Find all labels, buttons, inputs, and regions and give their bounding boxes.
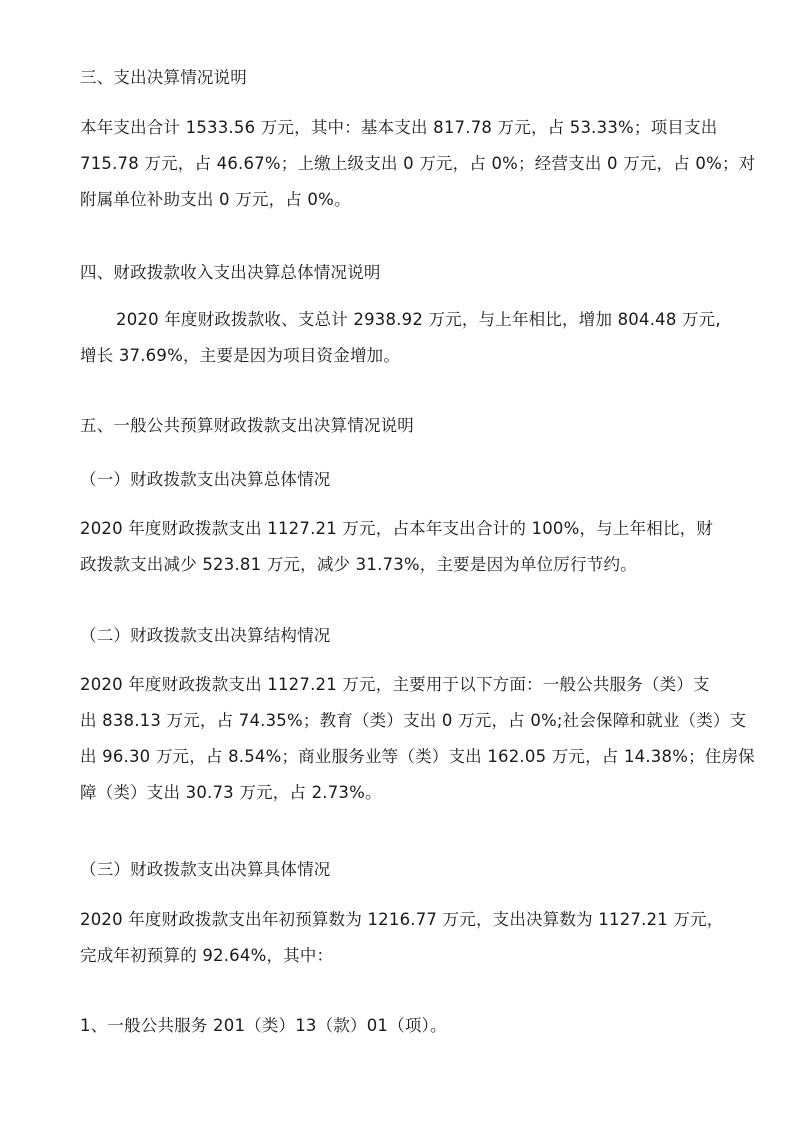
paragraph-line: 障（类）支出 30.73 万元，占 2.73%。 <box>80 783 382 802</box>
section-5-2-body <box>80 667 755 811</box>
paragraph-line: 2020 年度财政拨款收、支总计 2938.92 万元，与上年相比，增加 804.48 万元, <box>116 310 721 329</box>
list-item-1: 1、一般公共服务 201（类）13（款）01（项）。 <box>80 1016 447 1035</box>
section-4-body <box>80 302 740 374</box>
section-5-2-heading: （二）财政拨款支出决算结构情况 <box>80 626 331 645</box>
section-5-1-heading: （一）财政拨款支出决算总体情况 <box>80 470 331 489</box>
section-5-1-body <box>80 511 740 583</box>
paragraph-line: 附属单位补助支出 0 万元，占 0%。 <box>80 190 351 209</box>
paragraph-line: 2020 年度财政拨款支出 1127.21 万元，占本年支出合计的 100%，与上年相比，财 <box>80 519 714 538</box>
section-3-heading: 三、支出决算情况说明 <box>80 68 247 87</box>
paragraph-line: 2020 年度财政拨款支出年初预算数为 1216.77 万元，支出决算数为 1127.21 万元， <box>80 910 724 929</box>
paragraph-line: 政拨款支出减少 523.81 万元，减少 31.73%，主要是因为单位厉行节约。 <box>80 555 637 574</box>
paragraph-line: 本年支出合计 1533.56 万元，其中：基本支出 817.78 万元，占 53.33%；项目支出 <box>80 118 718 137</box>
section-4-heading: 四、财政拨款收入支出决算总体情况说明 <box>80 263 381 282</box>
paragraph-line: 715.78 万元，占 46.67%；上缴上级支出 0 万元，占 0%；经营支出 0 万元，占 0%；对 <box>80 154 756 173</box>
paragraph-line: 出 838.13 万元，占 74.35%；教育（类）支出 0 万元，占 0%;社会保障和就业（类）支 <box>80 711 747 730</box>
section-3-body <box>80 110 756 218</box>
paragraph-line: 2020 年度财政拨款支出 1127.21 万元，主要用于以下方面：一般公共服务（类）支 <box>80 675 710 694</box>
paragraph-line: 完成年初预算的 92.64%，其中： <box>80 946 334 965</box>
paragraph-line: 增长 37.69%，主要是因为项目资金增加。 <box>80 346 401 365</box>
section-5-heading: 五、一般公共预算财政拨款支出决算情况说明 <box>80 416 414 435</box>
section-5-3-heading: （三）财政拨款支出决算具体情况 <box>80 860 331 879</box>
paragraph-line: 出 96.30 万元，占 8.54%；商业服务业等（类）支出 162.05 万元，占 14.38%；住房保 <box>80 747 755 766</box>
section-5-3-body <box>80 902 740 974</box>
